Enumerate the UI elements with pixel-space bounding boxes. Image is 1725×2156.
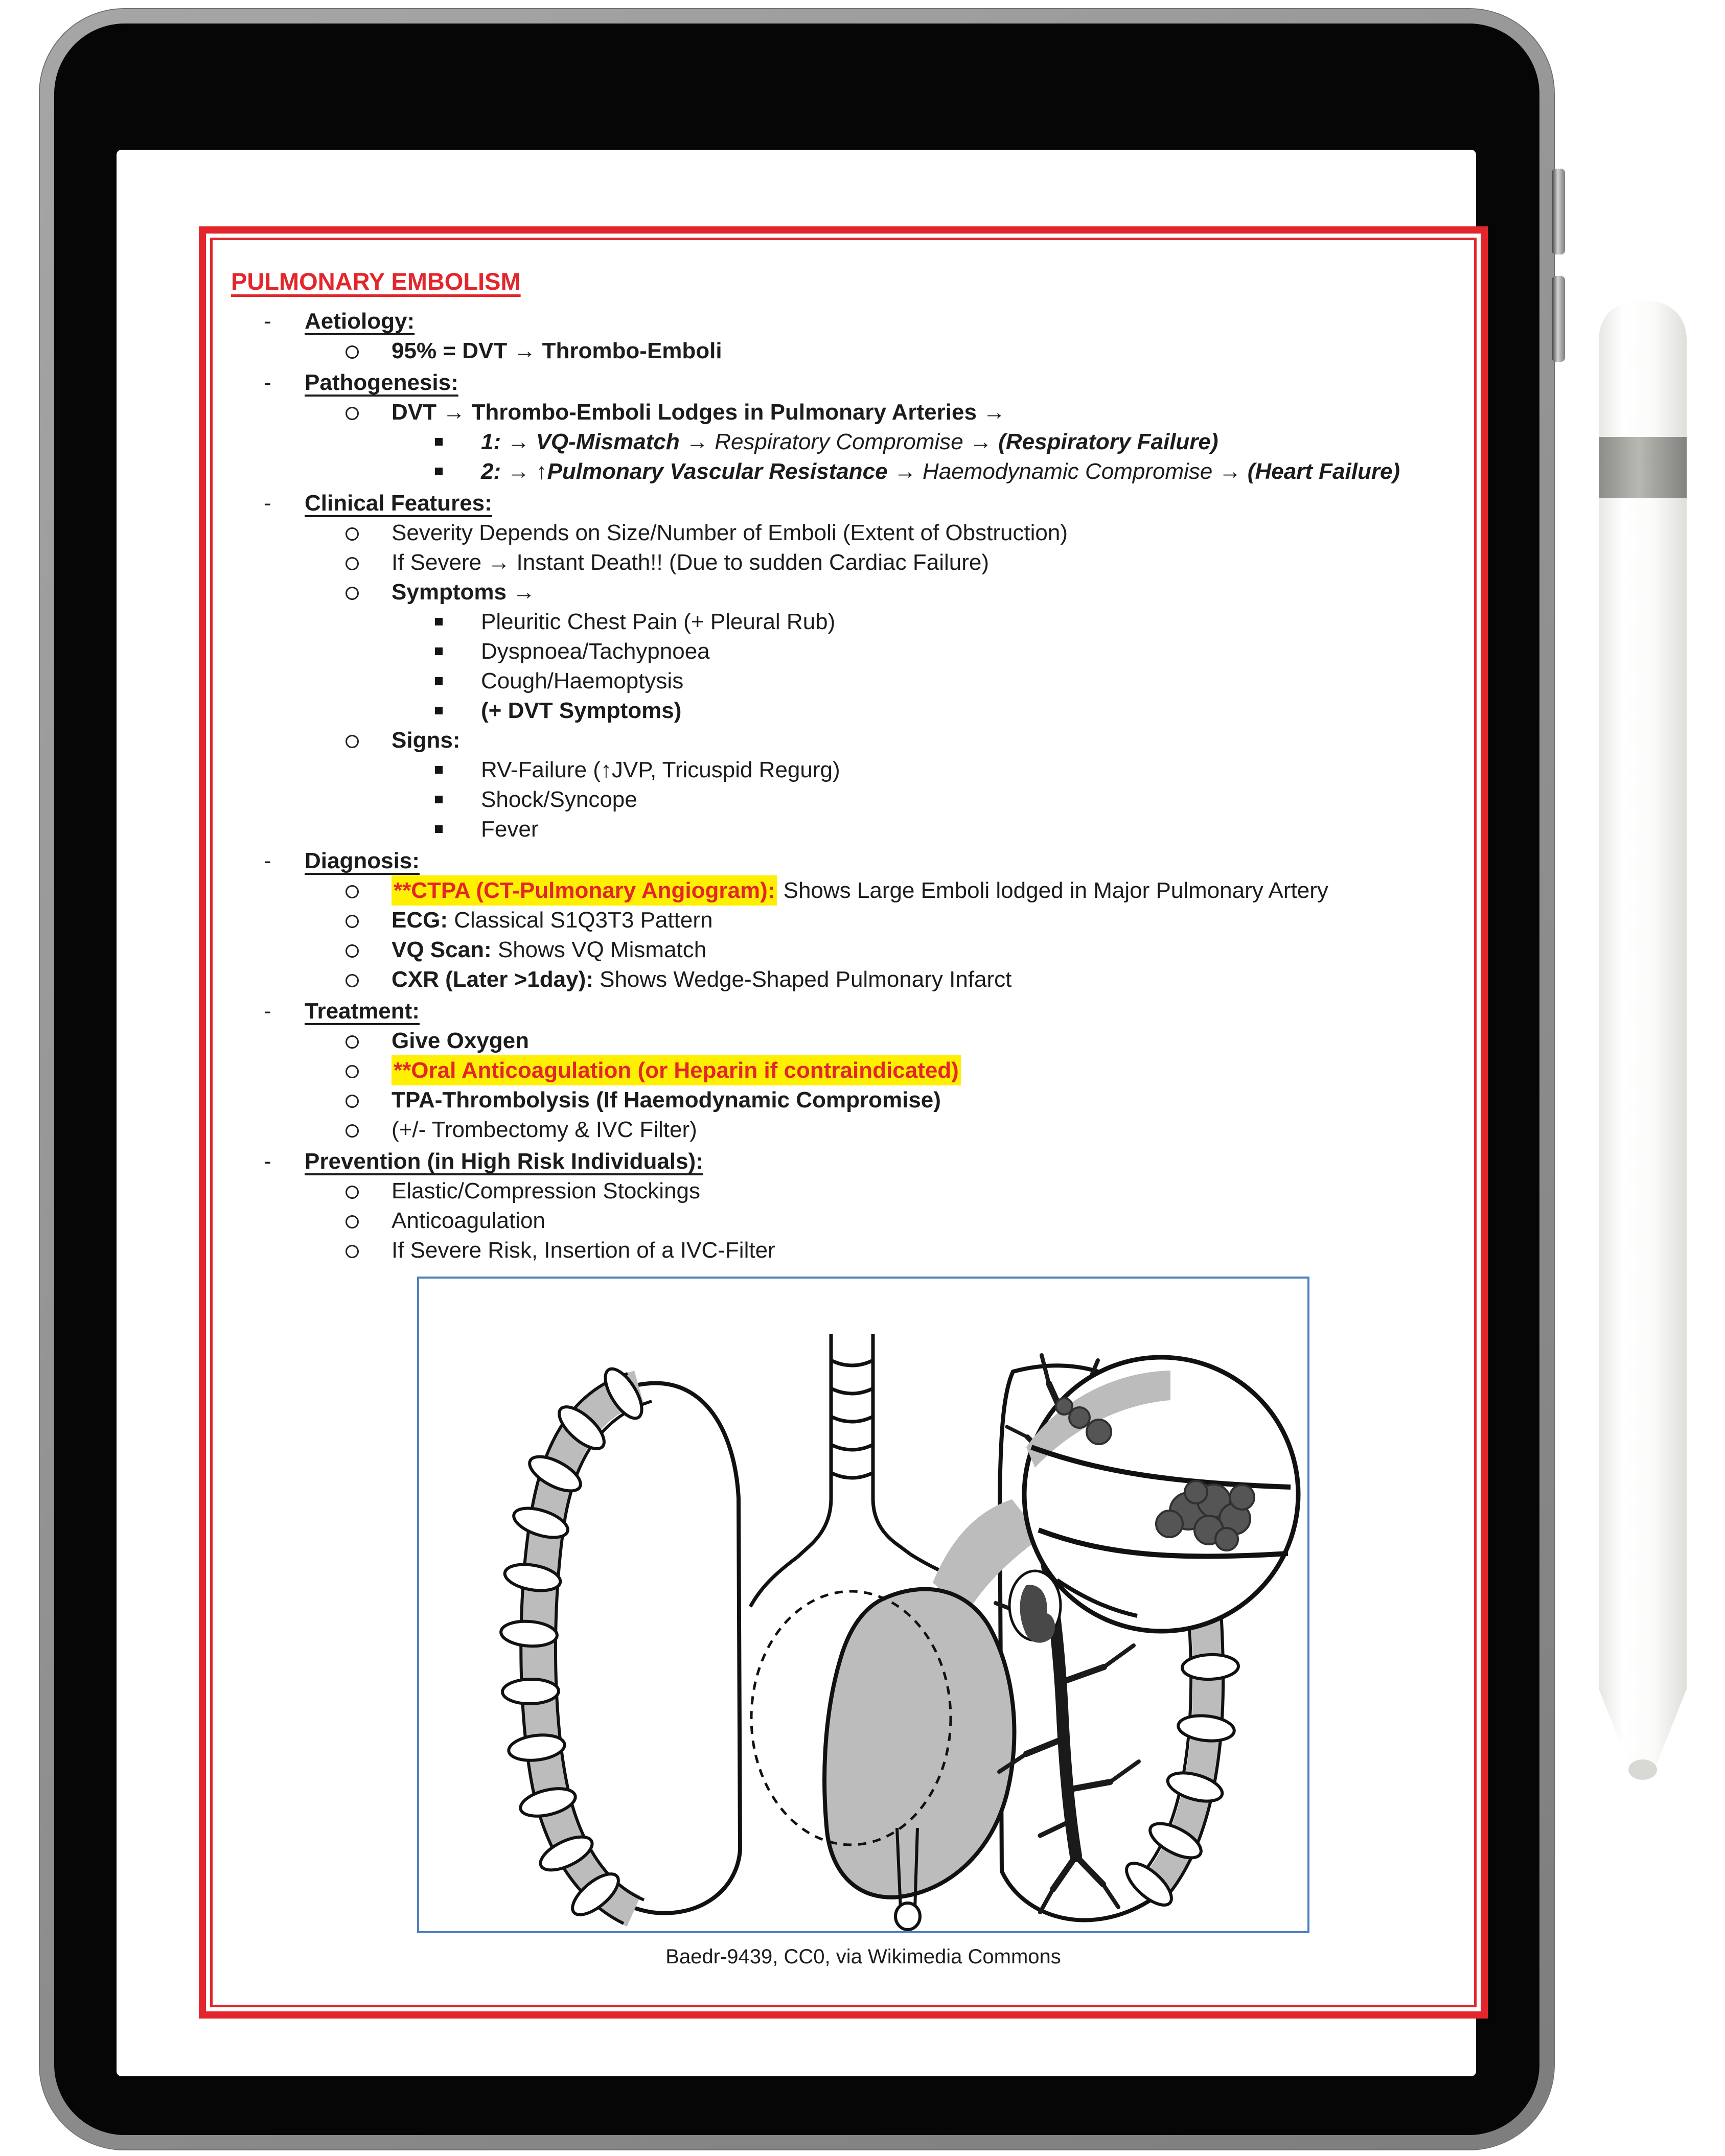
circle-bullet	[346, 915, 359, 928]
outline-item-text: Prevention (in High Risk Individuals):	[305, 1149, 703, 1174]
outline-item	[231, 1115, 1474, 1145]
circle-bullet	[346, 1035, 359, 1049]
outline-item	[231, 307, 1474, 336]
outline-item-text: RV-Failure (↑JVP, Tricuspid Regurg)	[481, 757, 840, 782]
outline-item	[231, 518, 1474, 548]
outline-item	[231, 577, 1474, 607]
outline-item	[231, 755, 1474, 785]
tablet-bezel	[54, 24, 1539, 2135]
outline-item-text: Cough/Haemoptysis	[481, 668, 684, 693]
figure-box	[417, 1277, 1309, 1933]
square-bullet	[435, 438, 443, 446]
embolus-inset-circle	[1024, 1357, 1298, 1631]
document-page-inner-border	[210, 238, 1477, 2007]
circle-bullet	[346, 407, 359, 420]
outline-item-text: Anticoagulation	[392, 1208, 545, 1233]
outline-item-text: (+ DVT Symptoms)	[481, 698, 682, 723]
outline-item-text: Clinical Features:	[305, 491, 492, 516]
outline-item-text: **CTPA (CT-Pulmonary Angiogram): Shows Large Emboli lodged in Major Pulmonary Artery	[392, 875, 1328, 906]
outline-item-text: ECG: Classical S1Q3T3 Pattern	[392, 908, 713, 933]
stylus-pencil	[1594, 284, 1692, 1796]
lung-diagram-illustration	[419, 1279, 1307, 1931]
circle-bullet	[346, 974, 359, 987]
outline-item-text: Aetiology:	[305, 309, 415, 334]
outline-item-text: Shock/Syncope	[481, 787, 637, 812]
circle-bullet	[346, 1065, 359, 1078]
outline-item	[231, 815, 1474, 844]
outline-item-text: VQ Scan: Shows VQ Mismatch	[392, 937, 707, 962]
circle-bullet	[346, 735, 359, 748]
outline-item	[231, 996, 1474, 1026]
outline-item	[231, 666, 1474, 696]
dash-bullet: -	[264, 848, 271, 873]
outline-item-text: DVT → Thrombo-Emboli Lodges in Pulmonary Arteries →	[392, 400, 1006, 425]
outline-item	[231, 427, 1474, 457]
circle-bullet	[346, 1095, 359, 1108]
circle-bullet	[346, 1186, 359, 1199]
circle-bullet	[346, 885, 359, 898]
outline-item	[231, 726, 1474, 755]
outline-item	[231, 1056, 1474, 1085]
outline-item	[231, 607, 1474, 637]
outline-item	[231, 1026, 1474, 1056]
square-bullet	[435, 468, 443, 475]
outline-item	[231, 1085, 1474, 1115]
outline-item	[231, 965, 1474, 994]
circle-bullet	[346, 527, 359, 541]
outline-item	[231, 489, 1474, 518]
outline-item	[231, 785, 1474, 815]
outline-item-text: Give Oxygen	[392, 1028, 530, 1053]
square-bullet	[435, 647, 443, 655]
outline-item-text: Signs:	[392, 728, 461, 753]
document-page	[199, 226, 1488, 2019]
outline-item-text: (+/- Trombectomy & IVC Filter)	[392, 1117, 697, 1142]
volume-up-button[interactable]	[1552, 169, 1565, 254]
square-bullet	[435, 707, 443, 714]
dash-bullet: -	[264, 999, 271, 1024]
outline-item-text: 2: → ↑Pulmonary Vascular Resistance → Haemodynamic Compromise → (Heart Failure)	[481, 459, 1400, 484]
outline-item	[231, 398, 1474, 427]
circle-bullet	[346, 1215, 359, 1228]
square-bullet	[435, 677, 443, 685]
outline-item-text: Pleuritic Chest Pain (+ Pleural Rub)	[481, 609, 836, 634]
tablet-screen	[117, 150, 1476, 2076]
tablet-device	[40, 9, 1554, 2149]
outline-item-text: 95% = DVT → Thrombo-Emboli	[392, 338, 722, 363]
square-bullet	[435, 796, 443, 803]
outline-item-text: Symptoms →	[392, 579, 536, 605]
outline-item-text: If Severe → Instant Death!! (Due to sudden Cardiac Failure)	[392, 550, 990, 575]
circle-bullet	[346, 1124, 359, 1138]
outline-item	[231, 1147, 1474, 1176]
outline-item-text: Elastic/Compression Stockings	[392, 1178, 701, 1203]
dash-bullet: -	[264, 309, 271, 334]
outline-item-text: **Oral Anticoagulation (or Heparin if contraindicated)	[392, 1055, 961, 1085]
outline-item	[231, 906, 1474, 935]
outline-item	[231, 368, 1474, 398]
outline-item-text: CXR (Later >1day): Shows Wedge-Shaped Pulmonary Infarct	[392, 967, 1012, 992]
volume-down-button[interactable]	[1552, 276, 1565, 362]
outline-item-text: TPA-Thrombolysis (If Haemodynamic Compromise)	[392, 1087, 941, 1112]
left-lung	[500, 1363, 740, 1923]
outline-item	[231, 1206, 1474, 1236]
outline-item	[231, 876, 1474, 906]
circle-bullet	[346, 1245, 359, 1258]
outline-item	[231, 935, 1474, 965]
outline-item	[231, 637, 1474, 666]
page-title: PULMONARY EMBOLISM	[231, 268, 521, 295]
pencil-nib	[1628, 1759, 1657, 1780]
outline-item-text: Severity Depends on Size/Number of Emboli (Extent of Obstruction)	[392, 520, 1068, 545]
pencil-band	[1599, 437, 1687, 498]
dash-bullet: -	[264, 491, 271, 516]
outline-item-text: 1: → VQ-Mismatch → Respiratory Compromise → (Respiratory Failure)	[481, 429, 1218, 454]
circle-bullet	[346, 557, 359, 570]
square-bullet	[435, 825, 443, 833]
circle-bullet	[346, 944, 359, 958]
outline-item	[231, 1236, 1474, 1265]
outline-item-text: If Severe Risk, Insertion of a IVC-Filter	[392, 1238, 775, 1263]
outline-item-text: Pathogenesis:	[305, 370, 458, 395]
outline-item	[231, 1176, 1474, 1206]
outline-item-text: Fever	[481, 817, 539, 842]
outline-item	[231, 548, 1474, 577]
outline-item	[231, 846, 1474, 876]
outline-item-text: Dyspnoea/Tachypnoea	[481, 639, 710, 664]
circle-bullet	[346, 587, 359, 600]
pencil-body	[1599, 300, 1687, 1689]
outline-item	[231, 336, 1474, 366]
pencil-cone-tip	[1599, 1689, 1687, 1770]
outline-item-text: Treatment:	[305, 999, 420, 1024]
figure-caption: Baedr-9439, CC0, via Wikimedia Commons	[665, 1945, 1061, 1968]
dash-bullet: -	[264, 1149, 271, 1174]
circle-bullet	[346, 345, 359, 359]
square-bullet	[435, 618, 443, 625]
outline-item-text: Diagnosis:	[305, 848, 420, 873]
outline-list	[231, 307, 1474, 1265]
heart	[751, 1499, 1042, 1930]
square-bullet	[435, 766, 443, 774]
dash-bullet: -	[264, 370, 271, 395]
outline-item	[231, 696, 1474, 726]
outline-item	[231, 457, 1474, 486]
pencil-graphic	[1594, 284, 1692, 1796]
